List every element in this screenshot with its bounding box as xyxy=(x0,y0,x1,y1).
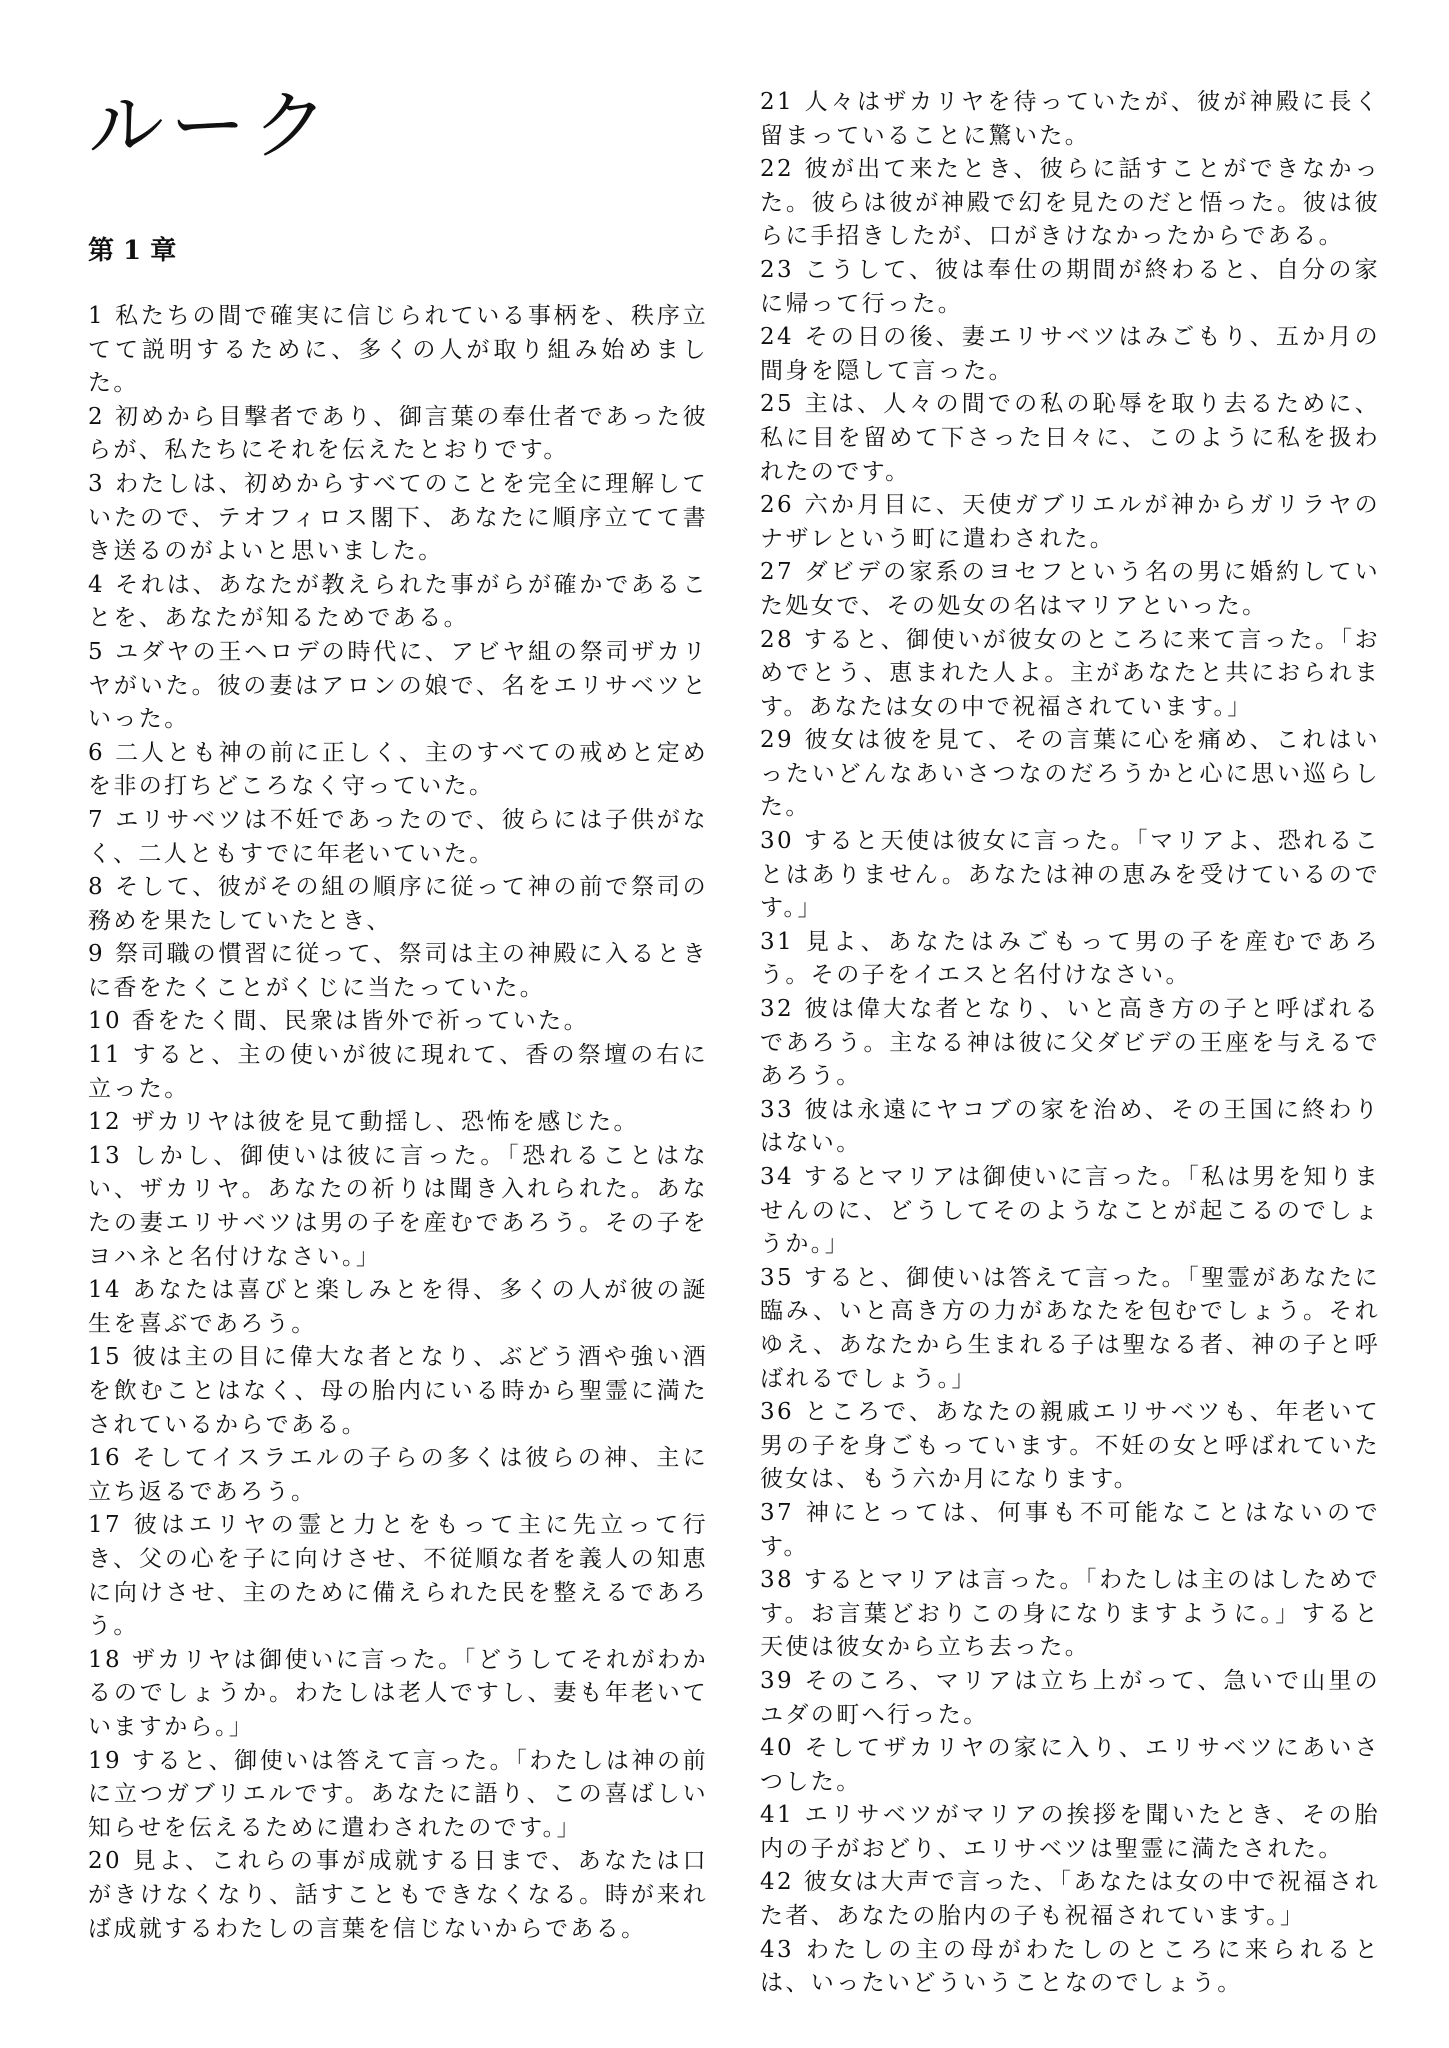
verse: 35 すると、御使いは答えて言った。「聖霊があなたに臨み、いと高き方の力があなたを包むでしょう。それゆえ、あなたから生まれる子は聖なる者、神の子と呼ばれるでしょう。」 xyxy=(760,1264,1380,1392)
verse: 4 それは、あなたが教えられた事がらが確かであることを、あなたが知るためである。 xyxy=(88,571,708,632)
verse: 14 あなたは喜びと楽しみとを得、多くの人が彼の誕生を喜ぶであろう。 xyxy=(88,1277,708,1337)
verse: 25 主は、人々の間での私の恥辱を取り去るために、私に目を留めて下さった日々に、このように私を扱われたのです。 xyxy=(760,391,1380,485)
book-title: ルーク xyxy=(88,81,334,170)
verse: 38 するとマリアは言った。「わたしは主のはしためです。お言葉どおりこの身になりますように。」すると天使は彼女から立ち去った。 xyxy=(760,1567,1380,1661)
verse: 1 私たちの間で確実に信じられている事柄を、秩序立てて説明するために、多くの人が取り組み始めました。 xyxy=(88,303,708,397)
verse: 19 すると、御使いは答えて言った。「わたしは神の前に立つガブリエルです。あなたに語り、この喜ばしい知らせを伝えるために遣わされたのです。」 xyxy=(88,1747,708,1841)
verse: 6 二人とも神の前に正しく、主のすべての戒めと定めを非の打ちどころなく守っていた。 xyxy=(88,739,708,800)
right-column xyxy=(760,86,1380,2001)
verse: 18 ザカリヤは御使いに言った。「どうしてそれがわかるのでしょうか。わたしは老人ですし、妻も年老いていますから。」 xyxy=(88,1646,708,1740)
verse: 22 彼が出て来たとき、彼らに話すことができなかった。彼らは彼が神殿で幻を見たのだと悟った。彼は彼らに手招きしたが、口がきけなかったからである。 xyxy=(760,156,1380,250)
chapter-heading: 第 1 章 xyxy=(88,236,177,266)
verse: 31 見よ、あなたはみごもって男の子を産むであろう。その子をイエスと名付けなさい。 xyxy=(760,928,1380,989)
verse: 42 彼女は大声で言った、「あなたは女の中で祝福された者、あなたの胎内の子も祝福されています。」 xyxy=(760,1869,1380,1930)
verse: 36 ところで、あなたの親戚エリサベツも、年老いて男の子を身ごもっています。不妊の女と呼ばれていた彼女は、もう六か月になります。 xyxy=(760,1399,1380,1493)
verse: 5 ユダヤの王ヘロデの時代に、アビヤ組の祭司ザカリヤがいた。彼の妻はアロンの娘で、名をエリサベツといった。 xyxy=(88,638,708,733)
verse: 20 見よ、これらの事が成就する日まで、あなたは口がきけなくなり、話すこともできなくなる。時が来れば成就するわたしの言葉を信じないからである。 xyxy=(88,1848,708,1942)
verse: 9 祭司職の慣習に従って、祭司は主の神殿に入るときに香をたくことがくじに当たっていた。 xyxy=(88,941,708,1001)
verse: 27 ダビデの家系のヨセフという名の男に婚約していた処女で、その処女の名はマリアといった。 xyxy=(760,559,1380,619)
verse: 43 わたしの主の母がわたしのところに来られるとは、いったいどういうことなのでしょう。 xyxy=(760,1936,1380,1997)
verse: 39 そのころ、マリアは立ち上がって、急いで山里のユダの町へ行った。 xyxy=(760,1667,1380,1728)
verse: 37 神にとっては、何事も不可能なことはないのです。 xyxy=(760,1499,1380,1560)
verse: 41 エリサベツがマリアの挨拶を聞いたとき、その胎内の子がおどり、エリサベツは聖霊に満たされた。 xyxy=(760,1802,1380,1862)
verse: 28 すると、御使いが彼女のところに来て言った。「おめでとう、恵まれた人よ。主があなたと共におられます。あなたは女の中で祝福されています。」 xyxy=(760,626,1380,720)
verse: 33 彼は永遠にヤコブの家を治め、その王国に終わりはない。 xyxy=(760,1096,1380,1157)
verse: 10 香をたく間、民衆は皆外で祈っていた。 xyxy=(88,1008,589,1035)
verse: 13 しかし、御使いは彼に言った。「恐れることはない、ザカリヤ。あなたの祈りは聞き入れられた。あなたの妻エリサベツは男の子を産むであろう。その子をヨハネと名付けなさい。」 xyxy=(88,1142,708,1270)
verse: 11 すると、主の使いが彼に現れて、香の祭壇の右に立った。 xyxy=(88,1042,708,1102)
verse: 21 人々はザカリヤを待っていたが、彼が神殿に長く留まっていることに驚いた。 xyxy=(760,89,1380,149)
verse: 15 彼は主の目に偉大な者となり、ぶどう酒や強い酒を飲むことはなく、母の胎内にいる時から聖霊に満たされているからである。 xyxy=(88,1344,708,1438)
verse: 12 ザカリヤは彼を見て動揺し、恐怖を感じた。 xyxy=(88,1109,639,1136)
verse: 16 そしてイスラエルの子らの多くは彼らの神、主に立ち返るであろう。 xyxy=(88,1445,708,1505)
verse: 8 そして、彼がその組の順序に従って神の前で祭司の務めを果たしていたとき、 xyxy=(88,874,708,934)
verse: 29 彼女は彼を見て、その言葉に心を痛め、これはいったいどんなあいさつなのだろうかと心に思い巡らした。 xyxy=(760,727,1380,821)
left-column xyxy=(88,300,708,1946)
verse: 24 その日の後、妻エリサベツはみごもり、五か月の間身を隠して言った。 xyxy=(760,324,1380,384)
verse: 3 わたしは、初めからすべてのことを完全に理解していたので、テオフィロス閣下、あなたに順序立てて書き送るのがよいと思いました。 xyxy=(88,470,708,565)
verse: 23 こうして、彼は奉仕の期間が終わると、自分の家に帰って行った。 xyxy=(760,256,1380,317)
verse: 34 するとマリアは御使いに言った。「私は男を知りませんのに、どうしてそのようなことが起こるのでしょうか。」 xyxy=(760,1164,1380,1258)
verse: 2 初めから目撃者であり、御言葉の奉仕者であった彼らが、私たちにそれを伝えたとおりです。 xyxy=(88,403,708,464)
verse: 30 すると天使は彼女に言った。「マリアよ、恐れることはありません。あなたは神の恵みを受けているのです。」 xyxy=(760,828,1380,922)
verse: 26 六か月目に、天使ガブリエルが神からガリラヤのナザレという町に遣わされた。 xyxy=(760,492,1380,552)
verse: 17 彼はエリヤの霊と力とをもって主に先立って行き、父の心を子に向けさせ、不従順な者を義人の知恵に向けさせ、主のために備えられた民を整えるであろう。 xyxy=(88,1512,708,1640)
verse: 40 そしてザカリヤの家に入り、エリサベツにあいさつした。 xyxy=(760,1735,1380,1795)
verse: 32 彼は偉大な者となり、いと高き方の子と呼ばれるであろう。主なる神は彼に父ダビデの王座を与えるであろう。 xyxy=(760,996,1380,1090)
verse: 7 エリサベツは不妊であったので、彼らには子供がなく、二人ともすでに年老いていた。 xyxy=(88,806,708,867)
